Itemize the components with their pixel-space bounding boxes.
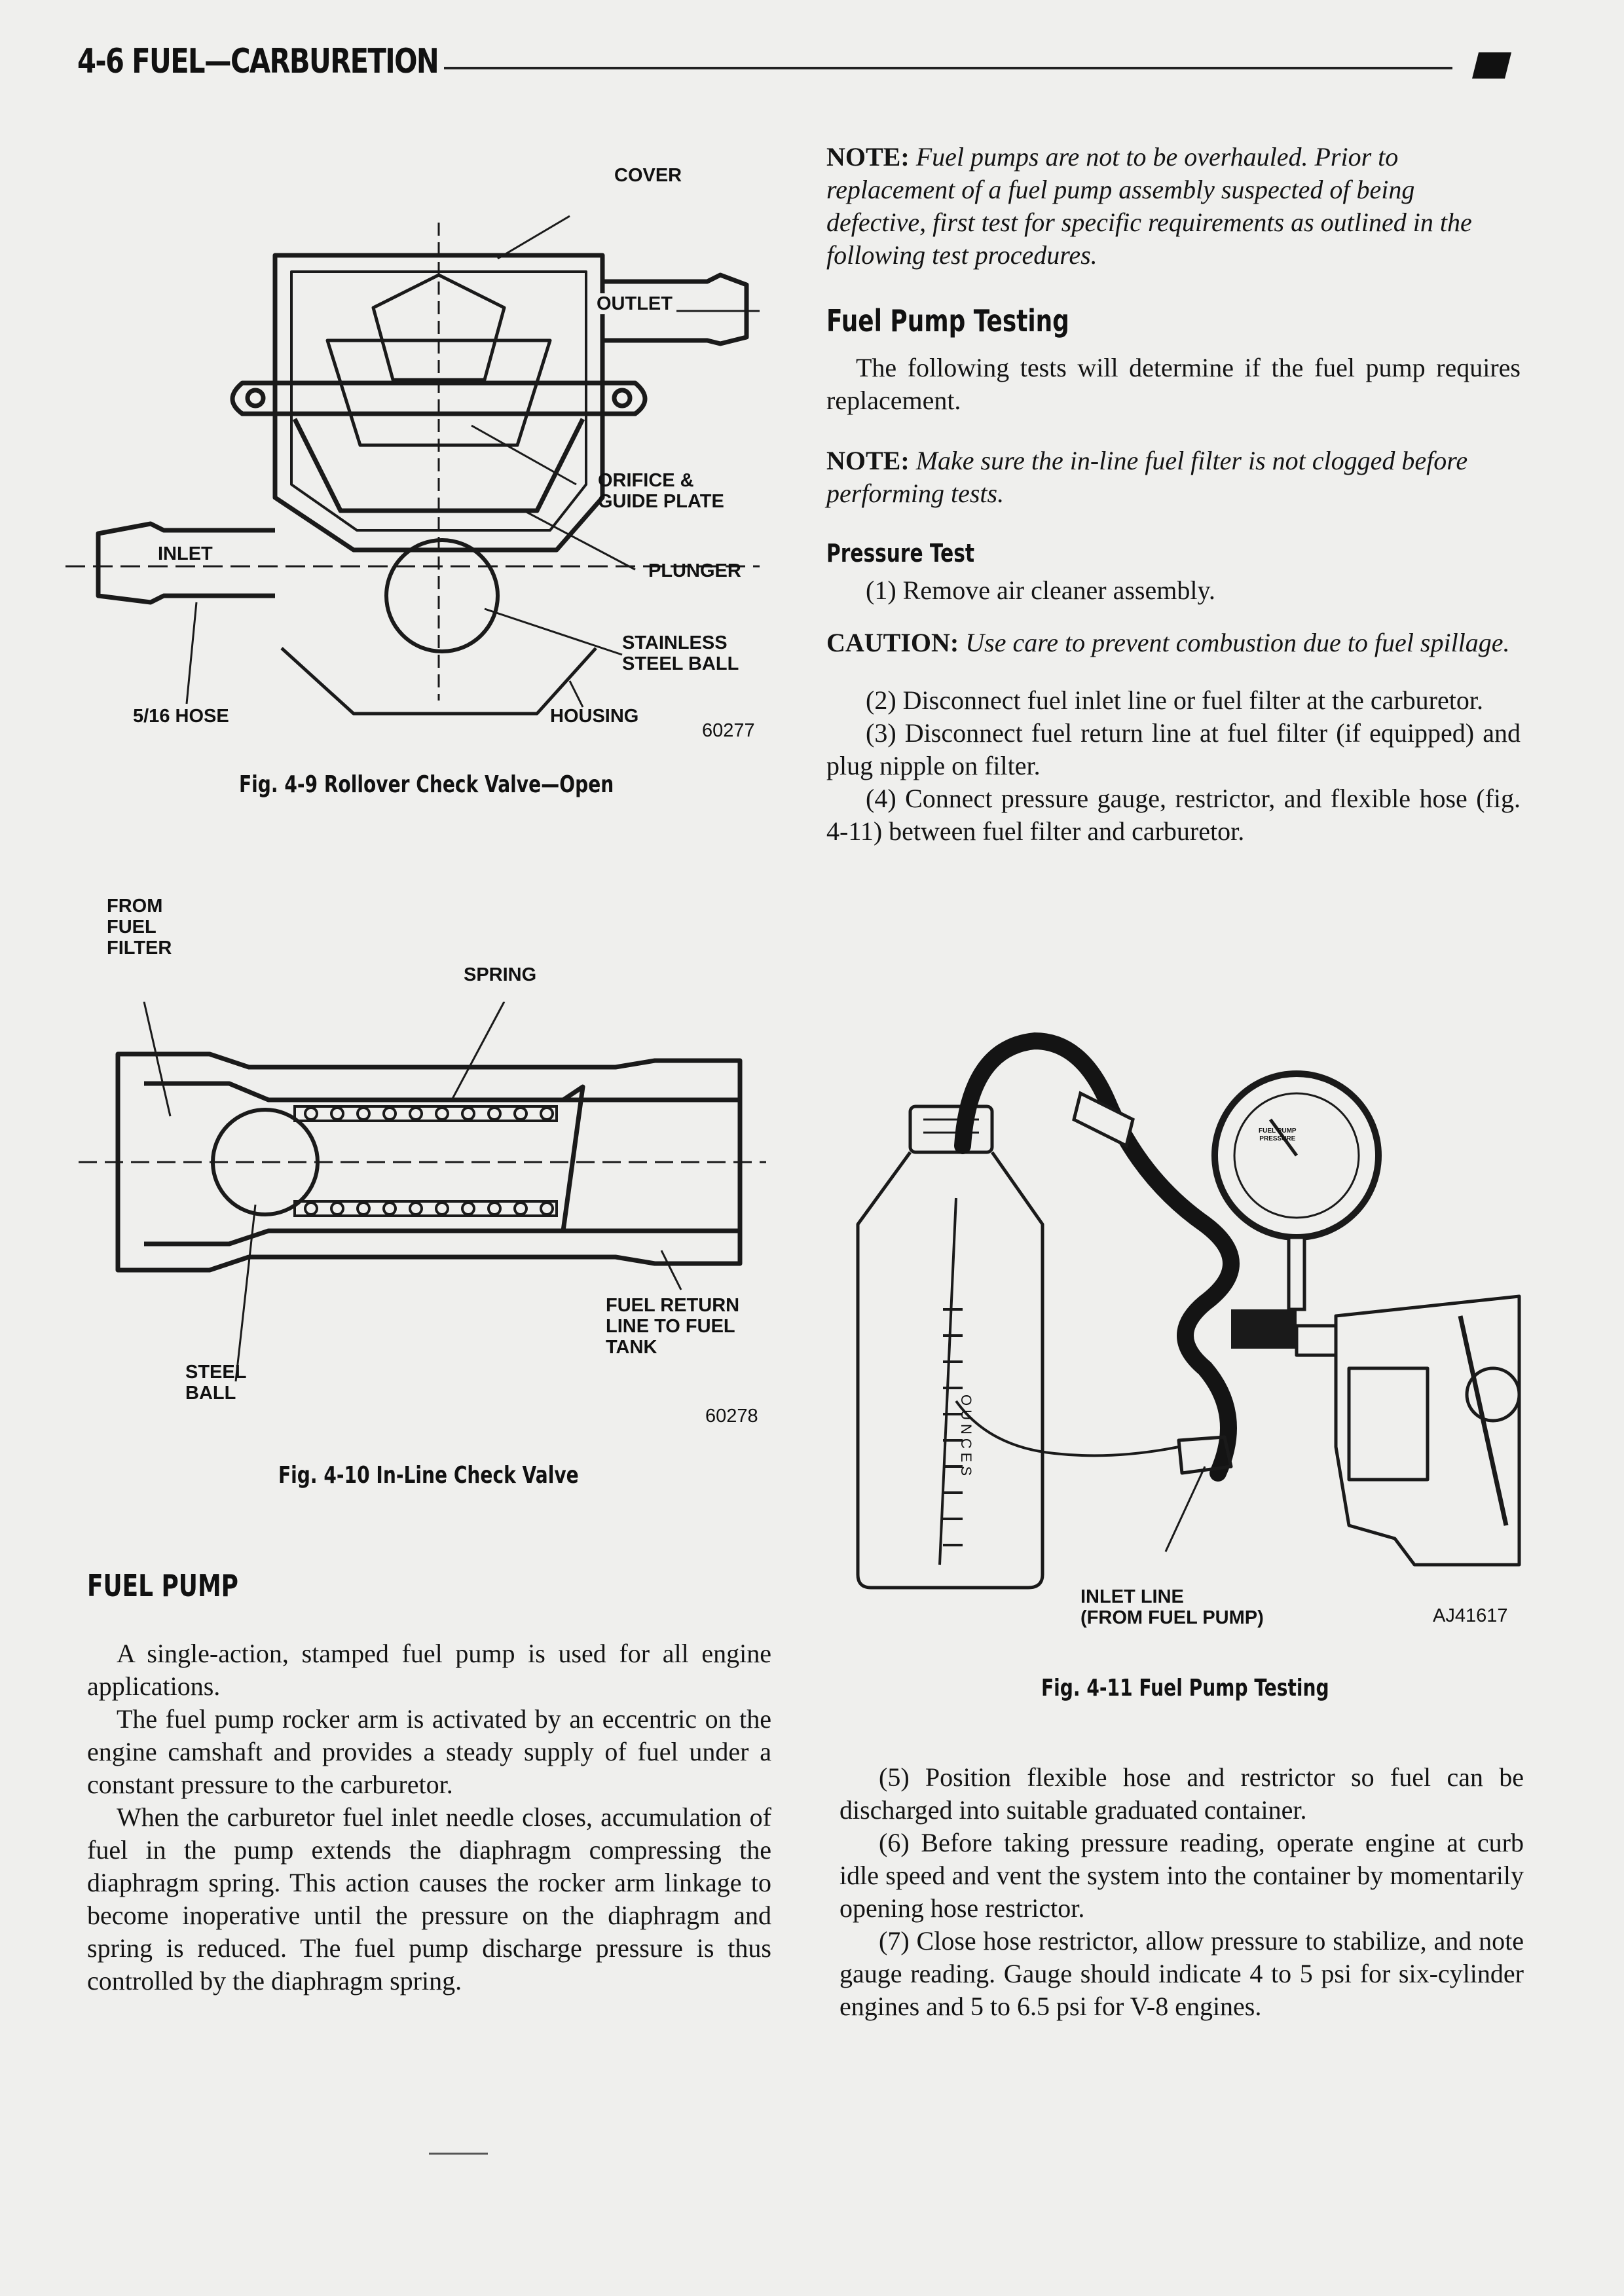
note-text: Fuel pumps are not to be overhauled. Prior to replacement of a fuel pump assembly suspected of being defective, first test for specific requirements as outlined in the following test procedures. <box>826 142 1472 270</box>
label-orifice-guide-plate: ORIFICE & GUIDE PLATE <box>598 470 724 512</box>
note-label: NOTE: <box>826 142 910 172</box>
figure-code: 60278 <box>705 1406 758 1427</box>
label-fuel-return-line: FUEL RETURN LINE TO FUEL TANK <box>606 1295 740 1358</box>
step-7: (7) Close hose restrictor, allow pressure to stabilize, and note gauge reading. Gauge should indicate 4 to 5 psi for six-cylinder engines and 5 to 6.5 psi for V-8 engines. <box>840 1926 1524 2021</box>
label-cover: COVER <box>614 165 682 186</box>
figure-caption: Fig. 4-11 Fuel Pump Testing <box>1041 1675 1329 1702</box>
caution-label: CAUTION: <box>826 628 959 657</box>
section-heading: FUEL PUMP <box>87 1568 238 1603</box>
figure-code: 60277 <box>702 720 755 741</box>
note-filter <box>826 445 1521 510</box>
note-overhaul <box>826 141 1521 272</box>
paragraph: The fuel pump rocker arm is activated by an eccentric on the engine camshaft and provides a steady supply of fuel under a constant pressure to the carburetor. <box>87 1704 771 1799</box>
label-outlet: OUTLET <box>593 293 676 314</box>
right-column <box>826 141 1521 848</box>
step-1: (1) Remove air cleaner assembly. <box>866 575 1215 605</box>
label-steel-ball: STEEL BALL <box>185 1362 247 1404</box>
caution <box>826 627 1521 659</box>
label-gauge-face: FUEL PUMP PRESSURE <box>1259 1127 1297 1142</box>
header-rule <box>444 67 1452 69</box>
page-title: 4-6 FUEL—CARBURETION <box>77 42 439 81</box>
step-6: (6) Before taking pressure reading, operate engine at curb idle speed and vent the system into the container by momentarily opening hose restrictor. <box>840 1828 1524 1923</box>
label-inlet-line: INLET LINE (FROM FUEL PUMP) <box>1080 1586 1264 1628</box>
step-2: (2) Disconnect fuel inlet line or fuel filter at the carburetor. <box>866 685 1483 715</box>
note-label: NOTE: <box>826 446 910 475</box>
label-hose-size: 5/16 HOSE <box>133 706 229 727</box>
figure-caption: Fig. 4-10 In-Line Check Valve <box>278 1462 579 1489</box>
step-5: (5) Position flexible hose and restrictor so fuel can be discharged into suitable graduated container. <box>840 1762 1524 1825</box>
label-from-fuel-filter: FROM FUEL FILTER <box>107 896 172 958</box>
step-4: (4) Connect pressure gauge, restrictor, and flexible hose (fig. 4-11) between fuel filter and carburetor. <box>826 784 1521 846</box>
label-inlet: INLET <box>154 543 217 564</box>
publisher-logo-icon <box>1472 52 1511 79</box>
footer-rule <box>429 2153 488 2155</box>
label-plunger: PLUNGER <box>648 560 741 581</box>
paragraph: The following tests will determine if the fuel pump requires replacement. <box>826 353 1521 415</box>
subsection-heading: Pressure Test <box>826 539 975 568</box>
figure-caption: Fig. 4-9 Rollover Check Valve—Open <box>239 771 614 798</box>
paragraph: A single-action, stamped fuel pump is used for all engine applications. <box>87 1639 771 1701</box>
label-ounces: OUNCES <box>958 1394 974 1480</box>
figure-4-11-fuel-pump-testing-illustration <box>838 1028 1526 1604</box>
figure-code: AJ41617 <box>1433 1605 1508 1626</box>
right-column-steps <box>840 1761 1524 2023</box>
fuel-pump-section <box>87 1568 771 1997</box>
label-stainless-steel-ball: STAINLESS STEEL BALL <box>622 632 739 674</box>
label-housing: HOUSING <box>550 706 639 727</box>
label-spring: SPRING <box>464 964 537 985</box>
caution-text: Use care to prevent combustion due to fuel spillage. <box>965 628 1510 657</box>
page-header <box>77 34 1518 93</box>
note-text: Make sure the in-line fuel filter is not clogged before performing tests. <box>826 446 1468 508</box>
step-3: (3) Disconnect fuel return line at fuel filter (if equipped) and plug nipple on filter. <box>826 718 1521 780</box>
section-heading: Fuel Pump Testing <box>826 303 1069 338</box>
paragraph: When the carburetor fuel inlet needle closes, accumulation of fuel in the pump extends the diaphragm compressing the diaphragm spring. This action causes the rocker arm linkage to become inoperative until the pressure on the diaphragm and spring is reduced. The fuel pump discharge pressure is thus controlled by the diaphragm spring. <box>87 1802 771 1995</box>
